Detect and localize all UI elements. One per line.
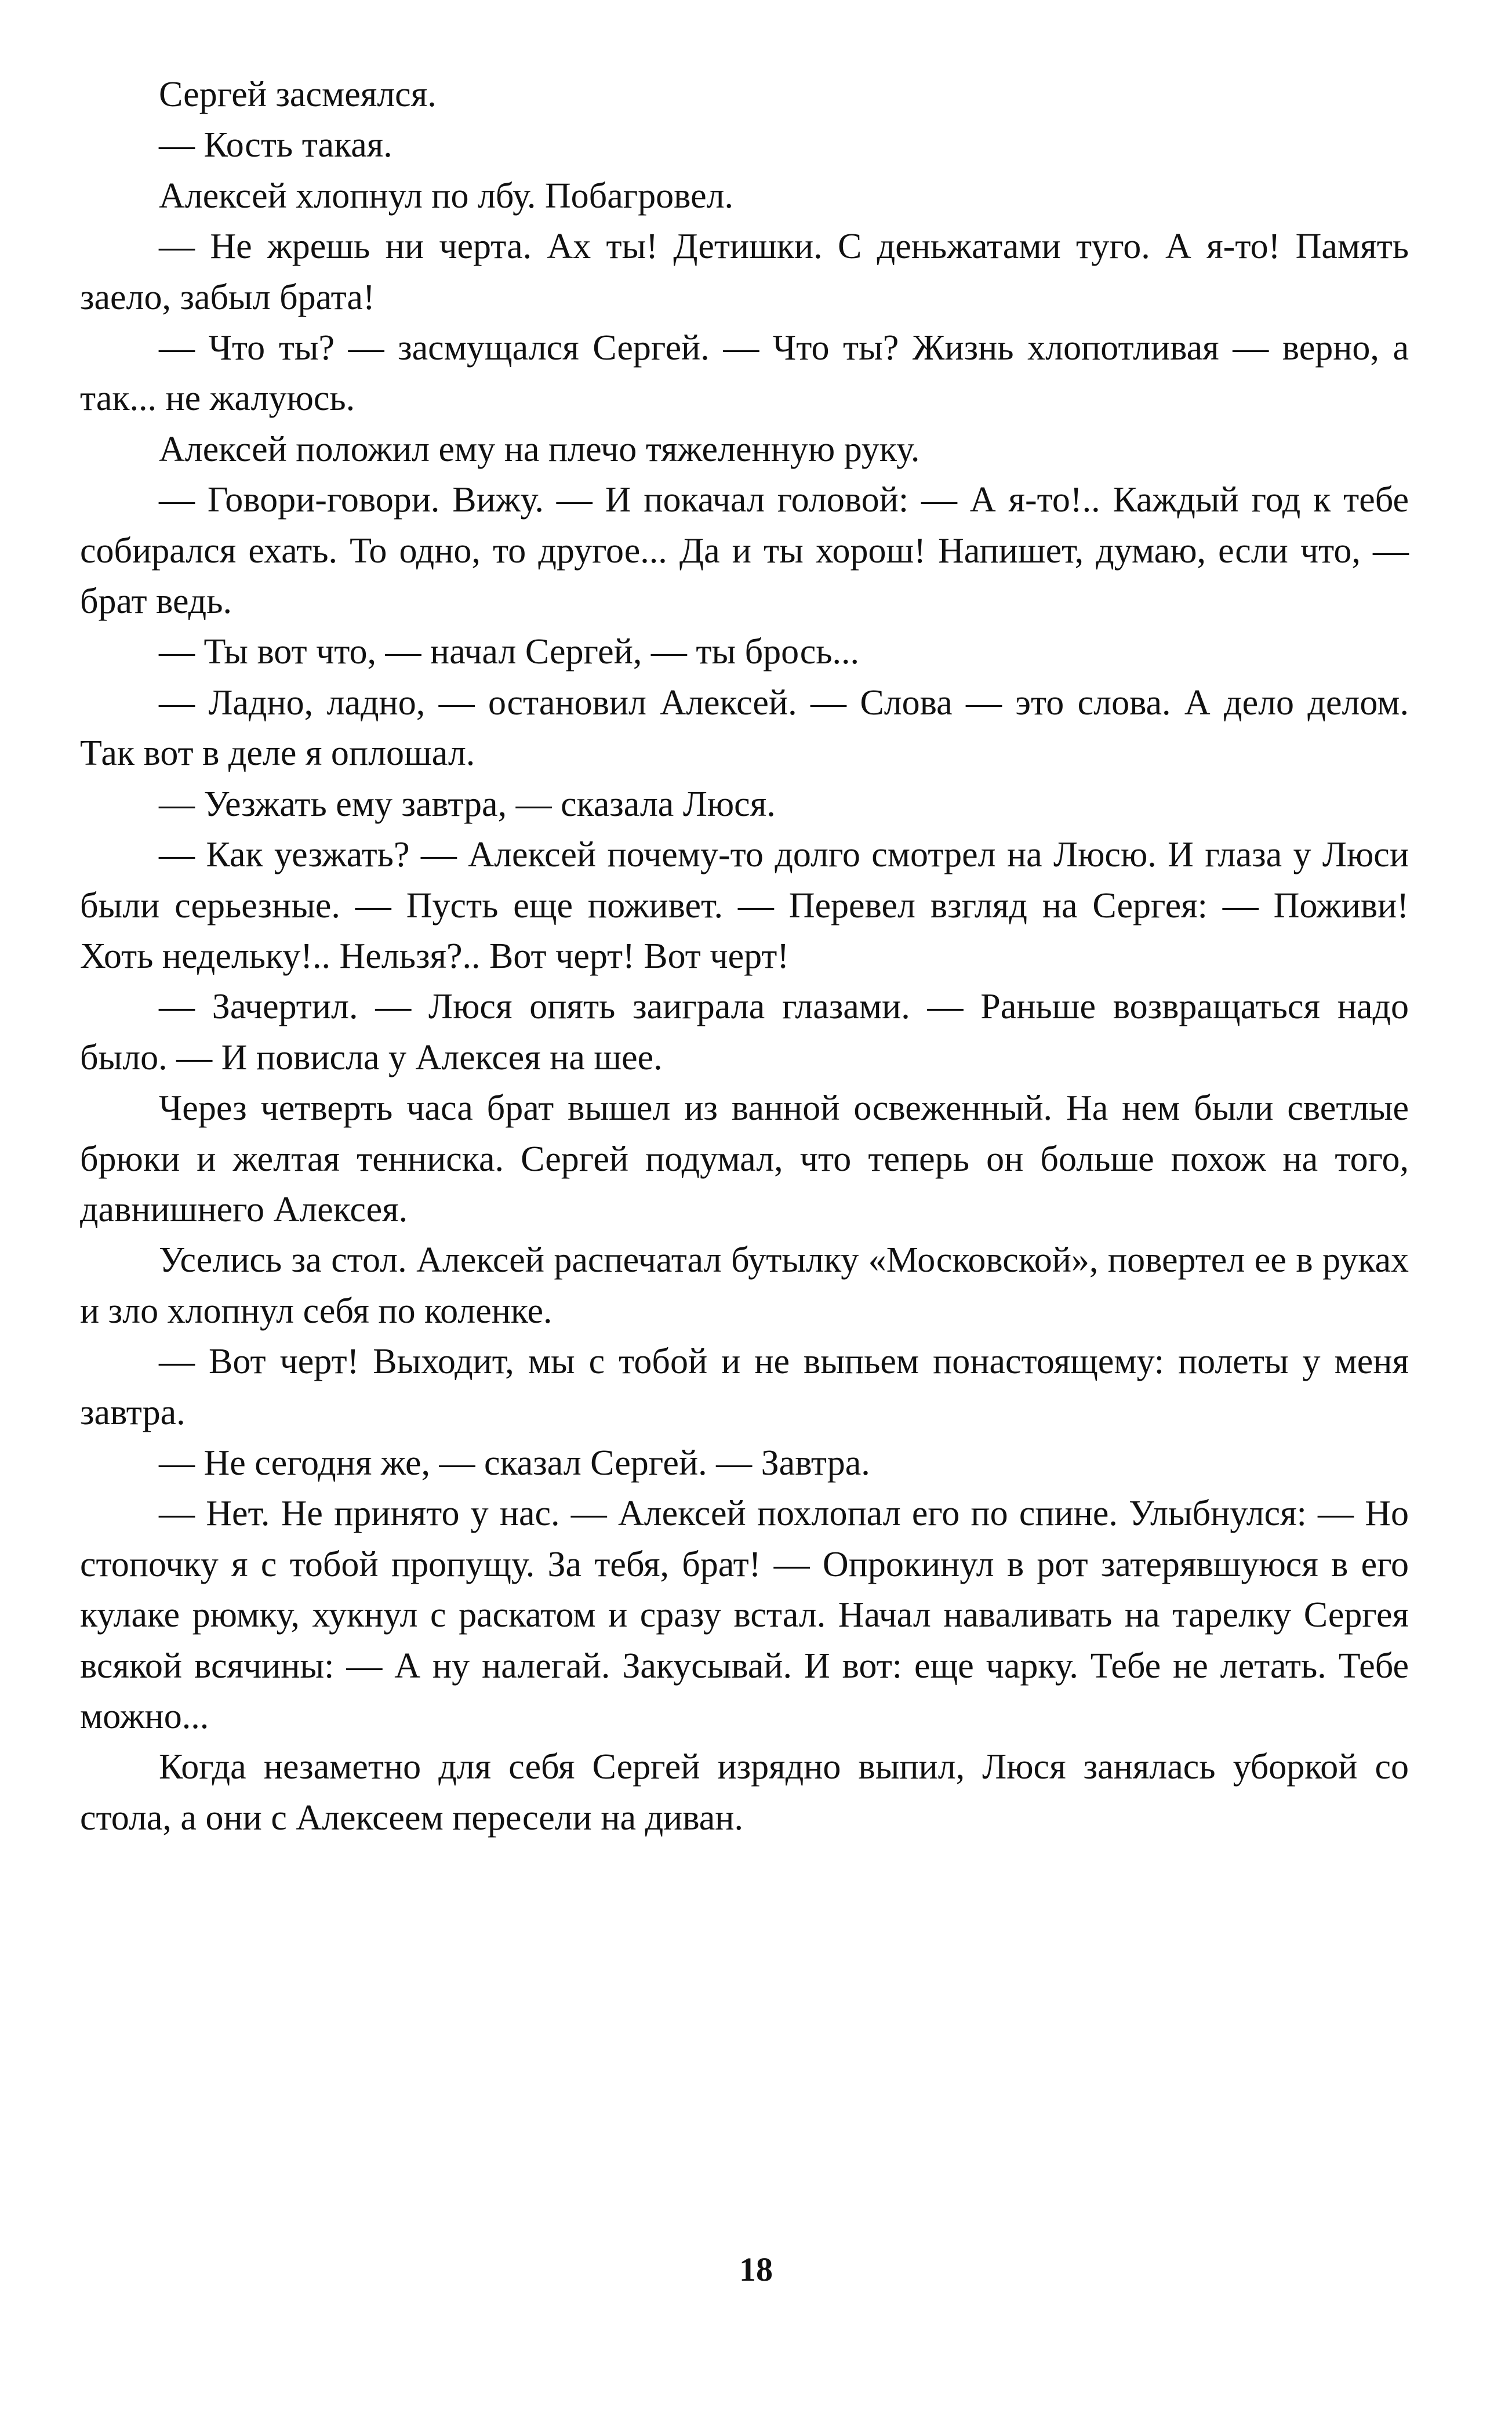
paragraph: Когда незаметно для себя Сергей изрядно выпил, Люся занялась уборкой со стола, а они с Алексеем пересели на диван. (80, 1747, 1409, 1838)
paragraph: — Уезжать ему завтра, — сказала Люся. (159, 784, 776, 824)
paragraph: — Вот черт! Выходит, мы с тобой и не выпьем понастоящему: полеты у меня завтра. (80, 1342, 1409, 1432)
page-number: 18 (739, 2251, 773, 2288)
paragraph: — Не жрешь ни черта. Ах ты! Детишки. С деньжатами туго. А я-то! Память заело, забыл брата! (80, 227, 1409, 317)
paragraph: — Нет. Не принято у нас. — Алексей похлопал его по спине. Улыбнулся: — Но стопочку я с тобой пропущу. За тебя, брат! — Опрокинул в рот затерявшуюся в его кулаке рюмку, хукнул с раскатом и сразу встал. Начал наваливать на тарелку Сергея всякой всячины: — А ну налегай. Закусывай. И вот: еще чарку. Тебе не летать. Тебе можно... (80, 1494, 1409, 1736)
paragraph: — Не сегодня же, — сказал Сергей. — Завтра. (159, 1443, 870, 1483)
paragraph: Уселись за стол. Алексей распечатал бутылку «Московской», повертел ее в руках и зло хлопнул себя по коленке. (80, 1240, 1409, 1331)
paragraph: — Зачертил. — Люся опять заиграла глазами. — Раньше возвращаться надо было. — И повисла у Алексея на шее. (80, 987, 1409, 1077)
paragraph: Сергей засмеялся. (159, 75, 437, 114)
paragraph: — Как уезжать? — Алексей почему-то долго смотрел на Люсю. И глаза у Люси были серьезные. — Пусть еще поживет. — Перевел взгляд на Сергея: — Поживи! Хоть недельку!.. Нельзя?.. Вот черт! Вот черт! (80, 835, 1409, 976)
paragraph: — Ладно, ладно, — остановил Алексей. — Слова — это слова. А дело делом. Так вот в деле я оплошал. (80, 683, 1409, 774)
paragraph: Алексей положил ему на плечо тяжеленную руку. (159, 429, 920, 469)
paragraph: Через четверть часа брат вышел из ванной освеженный. На нем были светлые брюки и желтая тенниска. Сергей подумал, что теперь он больше похож на того, давнишнего Алексея. (80, 1088, 1409, 1229)
book-page-text (80, 70, 1409, 1843)
paragraph: — Ты вот что, — начал Сергей, — ты брось... (159, 632, 860, 672)
paragraph: — Говори-говори. Вижу. — И покачал головой: — А я-то!.. Каждый год к тебе собирался ехать. То одно, то другое... Да и ты хорош! Напишет, думаю, если что, — брат ведь. (80, 480, 1409, 622)
paragraph: — Кость такая. (159, 125, 392, 165)
paragraph: Алексей хлопнул по лбу. Побагровел. (159, 176, 734, 216)
paragraph: — Что ты? — засмущался Сергей. — Что ты? Жизнь хлопотливая — верно, а так... не жалуюсь. (80, 328, 1409, 419)
